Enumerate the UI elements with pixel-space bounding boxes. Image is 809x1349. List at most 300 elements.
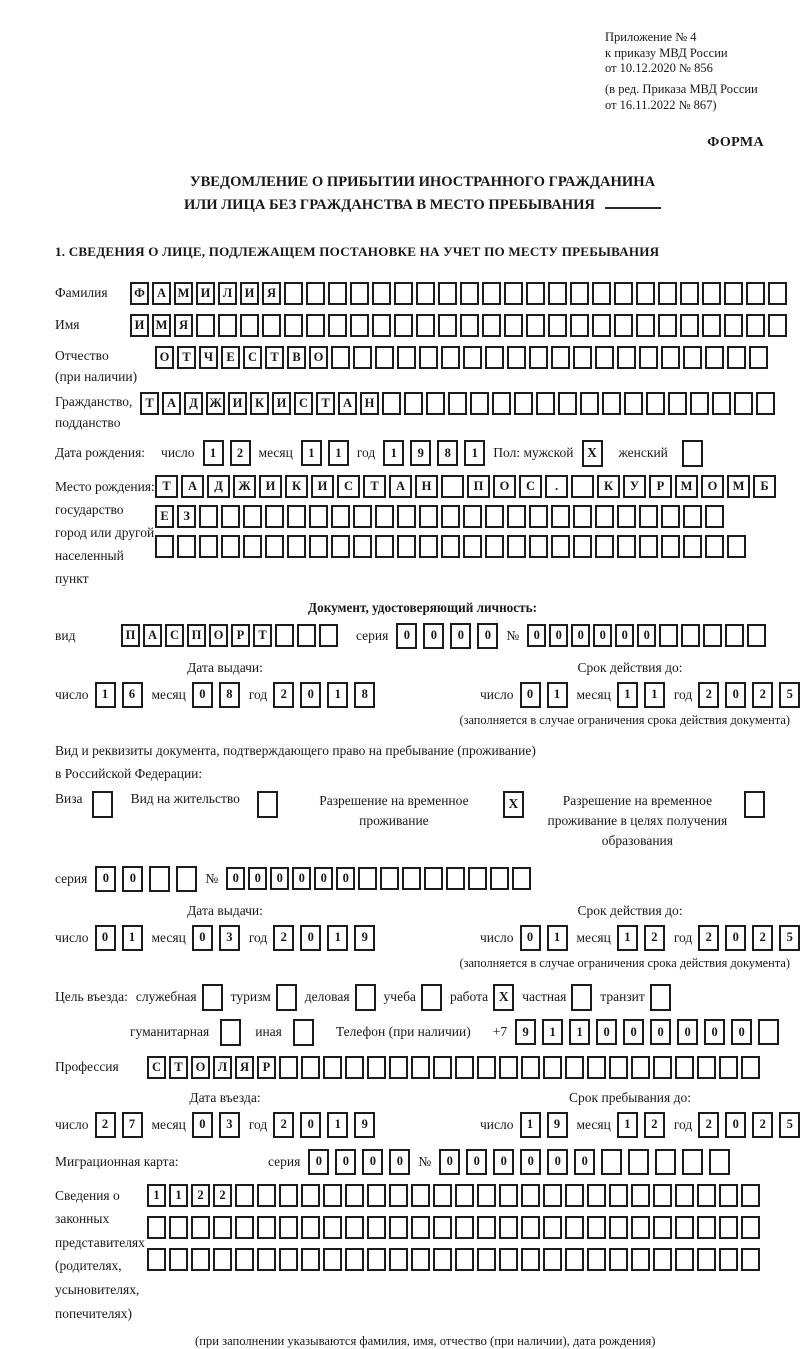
form-cell[interactable]: И — [240, 282, 259, 305]
form-cell[interactable] — [213, 1248, 232, 1271]
form-cell[interactable] — [411, 1216, 430, 1239]
form-cell[interactable] — [661, 346, 680, 369]
form-cell[interactable] — [419, 535, 438, 558]
form-cell[interactable]: 1 — [520, 1112, 541, 1138]
form-cell[interactable]: 1 — [383, 440, 404, 466]
form-cell[interactable] — [477, 1248, 496, 1271]
form-cell[interactable] — [705, 346, 724, 369]
form-cell[interactable] — [499, 1248, 518, 1271]
form-cell[interactable] — [653, 1216, 672, 1239]
form-cell[interactable]: 1 — [617, 682, 638, 708]
form-cell[interactable]: 2 — [95, 1112, 116, 1138]
form-cell[interactable] — [683, 505, 702, 528]
form-cell[interactable] — [301, 1248, 320, 1271]
form-cell[interactable]: И — [259, 475, 282, 498]
form-cell[interactable] — [681, 624, 700, 647]
form-cell[interactable]: С — [243, 346, 262, 369]
form-cell[interactable] — [734, 392, 753, 415]
form-cell[interactable]: 9 — [354, 925, 375, 951]
form-cell[interactable] — [624, 392, 643, 415]
form-cell[interactable] — [297, 624, 316, 647]
form-cell[interactable]: 8 — [437, 440, 458, 466]
form-cell[interactable] — [746, 282, 765, 305]
form-cell[interactable]: У — [623, 475, 646, 498]
form-cell[interactable]: А — [143, 624, 162, 647]
form-cell[interactable] — [601, 1149, 622, 1175]
form-cell[interactable]: . — [545, 475, 568, 498]
form-cell[interactable]: М — [174, 282, 193, 305]
form-cell[interactable] — [426, 392, 445, 415]
form-cell[interactable] — [196, 314, 215, 337]
form-cell[interactable]: 5 — [779, 1112, 800, 1138]
form-cell[interactable]: 0 — [593, 624, 612, 647]
form-cell[interactable] — [490, 867, 509, 890]
form-cell[interactable] — [724, 282, 743, 305]
form-cell[interactable] — [565, 1056, 584, 1079]
form-cell[interactable] — [587, 1216, 606, 1239]
form-cell[interactable] — [176, 866, 197, 892]
temp-permit-checkbox[interactable]: X — [503, 791, 524, 818]
form-cell[interactable] — [448, 392, 467, 415]
form-cell[interactable] — [507, 505, 526, 528]
form-cell[interactable]: Р — [257, 1056, 276, 1079]
form-cell[interactable]: С — [165, 624, 184, 647]
form-cell[interactable] — [306, 314, 325, 337]
form-cell[interactable] — [265, 535, 284, 558]
form-cell[interactable] — [595, 535, 614, 558]
form-cell[interactable]: П — [467, 475, 490, 498]
form-cell[interactable] — [573, 346, 592, 369]
form-cell[interactable] — [705, 535, 724, 558]
form-cell[interactable]: 1 — [617, 1112, 638, 1138]
form-cell[interactable]: Д — [184, 392, 203, 415]
form-cell[interactable]: 1 — [169, 1184, 188, 1207]
form-cell[interactable]: 0 — [122, 866, 143, 892]
form-cell[interactable]: К — [250, 392, 269, 415]
form-cell[interactable] — [690, 392, 709, 415]
form-cell[interactable] — [609, 1216, 628, 1239]
form-cell[interactable] — [199, 535, 218, 558]
form-cell[interactable] — [529, 346, 548, 369]
form-cell[interactable]: Д — [207, 475, 230, 498]
form-cell[interactable] — [477, 1056, 496, 1079]
form-cell[interactable] — [419, 505, 438, 528]
form-cell[interactable] — [353, 535, 372, 558]
form-cell[interactable] — [683, 346, 702, 369]
form-cell[interactable]: 0 — [192, 925, 213, 951]
purpose-humanitarian-checkbox[interactable] — [220, 1019, 241, 1046]
form-cell[interactable] — [463, 535, 482, 558]
form-cell[interactable]: 1 — [617, 925, 638, 951]
form-cell[interactable] — [719, 1056, 738, 1079]
form-cell[interactable]: 0 — [389, 1149, 410, 1175]
form-cell[interactable] — [411, 1248, 430, 1271]
form-cell[interactable] — [375, 346, 394, 369]
form-cell[interactable] — [375, 535, 394, 558]
form-cell[interactable] — [389, 1184, 408, 1207]
form-cell[interactable] — [345, 1248, 364, 1271]
form-cell[interactable]: 9 — [354, 1112, 375, 1138]
form-cell[interactable] — [526, 314, 545, 337]
form-cell[interactable] — [411, 1184, 430, 1207]
form-cell[interactable] — [719, 1216, 738, 1239]
form-cell[interactable] — [433, 1056, 452, 1079]
form-cell[interactable] — [617, 535, 636, 558]
form-cell[interactable] — [628, 1149, 649, 1175]
form-cell[interactable] — [680, 282, 699, 305]
form-cell[interactable] — [703, 624, 722, 647]
form-cell[interactable]: 0 — [571, 624, 590, 647]
form-cell[interactable] — [543, 1056, 562, 1079]
form-cell[interactable] — [477, 1184, 496, 1207]
form-cell[interactable] — [319, 624, 338, 647]
form-cell[interactable] — [485, 535, 504, 558]
form-cell[interactable] — [658, 314, 677, 337]
form-cell[interactable] — [191, 1248, 210, 1271]
form-cell[interactable] — [372, 282, 391, 305]
form-cell[interactable] — [397, 505, 416, 528]
purpose-tourism-checkbox[interactable] — [276, 984, 297, 1011]
form-cell[interactable] — [463, 505, 482, 528]
form-cell[interactable]: 2 — [698, 1112, 719, 1138]
form-cell[interactable] — [257, 1248, 276, 1271]
form-cell[interactable]: Б — [753, 475, 776, 498]
form-cell[interactable] — [675, 1216, 694, 1239]
form-cell[interactable]: Ж — [233, 475, 256, 498]
form-cell[interactable] — [507, 535, 526, 558]
purpose-private-checkbox[interactable] — [571, 984, 592, 1011]
sex-female-checkbox[interactable] — [682, 440, 703, 467]
form-cell[interactable]: Н — [360, 392, 379, 415]
form-cell[interactable] — [394, 314, 413, 337]
form-cell[interactable]: 8 — [219, 682, 240, 708]
form-cell[interactable] — [682, 1149, 703, 1175]
form-cell[interactable]: 0 — [637, 624, 656, 647]
form-cell[interactable] — [592, 282, 611, 305]
form-cell[interactable] — [749, 346, 768, 369]
form-cell[interactable]: 1 — [203, 440, 224, 466]
form-cell[interactable] — [592, 314, 611, 337]
form-cell[interactable] — [702, 282, 721, 305]
form-cell[interactable]: О — [701, 475, 724, 498]
form-cell[interactable] — [482, 314, 501, 337]
form-cell[interactable] — [389, 1056, 408, 1079]
form-cell[interactable] — [287, 535, 306, 558]
form-cell[interactable]: Л — [213, 1056, 232, 1079]
form-cell[interactable]: 1 — [147, 1184, 166, 1207]
form-cell[interactable] — [221, 535, 240, 558]
residence-permit-checkbox[interactable] — [257, 791, 278, 818]
form-cell[interactable] — [636, 314, 655, 337]
form-cell[interactable] — [199, 505, 218, 528]
form-cell[interactable] — [609, 1248, 628, 1271]
form-cell[interactable]: О — [191, 1056, 210, 1079]
form-cell[interactable] — [587, 1248, 606, 1271]
form-cell[interactable]: О — [493, 475, 516, 498]
form-cell[interactable]: 0 — [192, 1112, 213, 1138]
form-cell[interactable] — [424, 867, 443, 890]
form-cell[interactable] — [345, 1216, 364, 1239]
form-cell[interactable]: С — [147, 1056, 166, 1079]
form-cell[interactable] — [504, 314, 523, 337]
form-cell[interactable]: 0 — [615, 624, 634, 647]
form-cell[interactable]: 0 — [725, 1112, 746, 1138]
form-cell[interactable]: Я — [235, 1056, 254, 1079]
form-cell[interactable] — [485, 346, 504, 369]
form-cell[interactable] — [551, 346, 570, 369]
form-cell[interactable]: Ч — [199, 346, 218, 369]
form-cell[interactable]: 1 — [547, 682, 568, 708]
form-cell[interactable] — [375, 505, 394, 528]
form-cell[interactable] — [323, 1248, 342, 1271]
form-cell[interactable]: О — [309, 346, 328, 369]
form-cell[interactable]: 9 — [547, 1112, 568, 1138]
form-cell[interactable] — [147, 1216, 166, 1239]
form-cell[interactable]: Е — [155, 505, 174, 528]
form-cell[interactable] — [389, 1248, 408, 1271]
form-cell[interactable]: 9 — [410, 440, 431, 466]
form-cell[interactable] — [741, 1056, 760, 1079]
form-cell[interactable] — [675, 1056, 694, 1079]
edu-permit-checkbox[interactable] — [744, 791, 765, 818]
form-cell[interactable]: 0 — [520, 925, 541, 951]
form-cell[interactable]: 0 — [650, 1019, 671, 1045]
form-cell[interactable] — [768, 282, 787, 305]
form-cell[interactable] — [653, 1248, 672, 1271]
form-cell[interactable]: 0 — [725, 682, 746, 708]
form-cell[interactable] — [514, 392, 533, 415]
form-cell[interactable]: Ж — [206, 392, 225, 415]
form-cell[interactable] — [262, 314, 281, 337]
form-cell[interactable] — [155, 535, 174, 558]
form-cell[interactable] — [419, 346, 438, 369]
form-cell[interactable]: 3 — [219, 925, 240, 951]
form-cell[interactable]: 1 — [644, 682, 665, 708]
form-cell[interactable] — [595, 346, 614, 369]
form-cell[interactable] — [279, 1184, 298, 1207]
form-cell[interactable]: 2 — [644, 925, 665, 951]
form-cell[interactable] — [521, 1216, 540, 1239]
form-cell[interactable]: П — [121, 624, 140, 647]
form-cell[interactable]: 0 — [396, 623, 417, 649]
form-cell[interactable]: 1 — [95, 682, 116, 708]
form-cell[interactable]: Т — [363, 475, 386, 498]
form-cell[interactable] — [455, 1216, 474, 1239]
form-cell[interactable]: 0 — [308, 1149, 329, 1175]
form-cell[interactable]: 0 — [677, 1019, 698, 1045]
form-cell[interactable] — [284, 282, 303, 305]
form-cell[interactable] — [309, 535, 328, 558]
form-cell[interactable] — [565, 1184, 584, 1207]
form-cell[interactable]: 2 — [273, 925, 294, 951]
form-cell[interactable]: Я — [174, 314, 193, 337]
form-cell[interactable] — [345, 1184, 364, 1207]
form-cell[interactable]: С — [337, 475, 360, 498]
form-cell[interactable]: 0 — [527, 624, 546, 647]
form-cell[interactable] — [558, 392, 577, 415]
form-cell[interactable]: 0 — [300, 925, 321, 951]
form-cell[interactable] — [438, 282, 457, 305]
form-cell[interactable]: 0 — [362, 1149, 383, 1175]
form-cell[interactable] — [507, 346, 526, 369]
form-cell[interactable] — [609, 1184, 628, 1207]
form-cell[interactable] — [697, 1216, 716, 1239]
form-cell[interactable]: 0 — [95, 925, 116, 951]
purpose-other-checkbox[interactable] — [293, 1019, 314, 1046]
form-cell[interactable] — [382, 392, 401, 415]
form-cell[interactable] — [235, 1216, 254, 1239]
form-cell[interactable]: 0 — [300, 682, 321, 708]
form-cell[interactable] — [306, 282, 325, 305]
form-cell[interactable] — [741, 1216, 760, 1239]
form-cell[interactable]: 3 — [219, 1112, 240, 1138]
form-cell[interactable] — [768, 314, 787, 337]
form-cell[interactable]: 0 — [423, 623, 444, 649]
form-cell[interactable] — [441, 505, 460, 528]
form-cell[interactable] — [697, 1056, 716, 1079]
form-cell[interactable] — [353, 346, 372, 369]
form-cell[interactable] — [658, 282, 677, 305]
form-cell[interactable] — [639, 346, 658, 369]
form-cell[interactable]: Т — [140, 392, 159, 415]
form-cell[interactable] — [492, 392, 511, 415]
form-cell[interactable]: 1 — [542, 1019, 563, 1045]
purpose-business-checkbox[interactable] — [355, 984, 376, 1011]
form-cell[interactable]: Л — [218, 282, 237, 305]
form-cell[interactable] — [287, 505, 306, 528]
form-cell[interactable] — [301, 1056, 320, 1079]
form-cell[interactable]: Н — [415, 475, 438, 498]
form-cell[interactable]: С — [294, 392, 313, 415]
form-cell[interactable] — [358, 867, 377, 890]
form-cell[interactable]: 0 — [574, 1149, 595, 1175]
form-cell[interactable] — [631, 1056, 650, 1079]
form-cell[interactable] — [631, 1216, 650, 1239]
form-cell[interactable] — [719, 1184, 738, 1207]
form-cell[interactable] — [712, 392, 731, 415]
form-cell[interactable]: 0 — [300, 1112, 321, 1138]
form-cell[interactable]: 0 — [314, 867, 333, 890]
form-cell[interactable] — [697, 1184, 716, 1207]
form-cell[interactable]: 5 — [779, 925, 800, 951]
form-cell[interactable] — [543, 1216, 562, 1239]
form-cell[interactable] — [529, 505, 548, 528]
form-cell[interactable] — [455, 1184, 474, 1207]
form-cell[interactable] — [404, 392, 423, 415]
form-cell[interactable] — [741, 1248, 760, 1271]
form-cell[interactable] — [402, 867, 421, 890]
form-cell[interactable] — [653, 1056, 672, 1079]
form-cell[interactable] — [367, 1184, 386, 1207]
form-cell[interactable]: 2 — [752, 682, 773, 708]
form-cell[interactable] — [719, 1248, 738, 1271]
form-cell[interactable]: Я — [262, 282, 281, 305]
form-cell[interactable]: 0 — [226, 867, 245, 890]
form-cell[interactable] — [323, 1056, 342, 1079]
form-cell[interactable]: 2 — [273, 682, 294, 708]
form-cell[interactable] — [345, 1056, 364, 1079]
form-cell[interactable] — [279, 1248, 298, 1271]
form-cell[interactable] — [543, 1184, 562, 1207]
form-cell[interactable] — [485, 505, 504, 528]
form-cell[interactable]: И — [196, 282, 215, 305]
form-cell[interactable] — [301, 1216, 320, 1239]
form-cell[interactable] — [614, 314, 633, 337]
form-cell[interactable]: И — [272, 392, 291, 415]
form-cell[interactable]: Е — [221, 346, 240, 369]
form-cell[interactable]: И — [130, 314, 149, 337]
form-cell[interactable]: Ф — [130, 282, 149, 305]
purpose-transit-checkbox[interactable] — [650, 984, 671, 1011]
form-cell[interactable] — [433, 1248, 452, 1271]
form-cell[interactable] — [372, 314, 391, 337]
form-cell[interactable]: Т — [316, 392, 335, 415]
form-cell[interactable] — [653, 1184, 672, 1207]
form-cell[interactable] — [570, 282, 589, 305]
form-cell[interactable]: 1 — [327, 925, 348, 951]
form-cell[interactable]: И — [311, 475, 334, 498]
form-cell[interactable]: 1 — [569, 1019, 590, 1045]
form-cell[interactable] — [705, 505, 724, 528]
form-cell[interactable] — [301, 1184, 320, 1207]
form-cell[interactable]: Т — [169, 1056, 188, 1079]
form-cell[interactable] — [411, 1056, 430, 1079]
form-cell[interactable]: 0 — [731, 1019, 752, 1045]
form-cell[interactable] — [441, 475, 464, 498]
form-cell[interactable] — [433, 1184, 452, 1207]
form-cell[interactable] — [646, 392, 665, 415]
form-cell[interactable] — [617, 346, 636, 369]
form-cell[interactable]: 1 — [328, 440, 349, 466]
form-cell[interactable]: А — [181, 475, 204, 498]
form-cell[interactable]: 0 — [725, 925, 746, 951]
form-cell[interactable] — [446, 867, 465, 890]
form-cell[interactable] — [536, 392, 555, 415]
form-cell[interactable] — [257, 1216, 276, 1239]
form-cell[interactable] — [416, 282, 435, 305]
form-cell[interactable]: 0 — [292, 867, 311, 890]
form-cell[interactable]: 0 — [704, 1019, 725, 1045]
form-cell[interactable] — [221, 505, 240, 528]
form-cell[interactable]: М — [152, 314, 171, 337]
form-cell[interactable]: О — [155, 346, 174, 369]
form-cell[interactable]: 2 — [273, 1112, 294, 1138]
form-cell[interactable] — [438, 314, 457, 337]
form-cell[interactable] — [441, 535, 460, 558]
form-cell[interactable] — [614, 282, 633, 305]
form-cell[interactable] — [680, 314, 699, 337]
form-cell[interactable]: 0 — [623, 1019, 644, 1045]
form-cell[interactable] — [756, 392, 775, 415]
form-cell[interactable]: 1 — [301, 440, 322, 466]
form-cell[interactable]: 1 — [464, 440, 485, 466]
form-cell[interactable] — [602, 392, 621, 415]
form-cell[interactable]: 0 — [192, 682, 213, 708]
form-cell[interactable] — [389, 1216, 408, 1239]
form-cell[interactable] — [758, 1019, 779, 1045]
form-cell[interactable] — [331, 346, 350, 369]
form-cell[interactable]: 0 — [547, 1149, 568, 1175]
form-cell[interactable]: Т — [177, 346, 196, 369]
form-cell[interactable]: М — [675, 475, 698, 498]
form-cell[interactable] — [702, 314, 721, 337]
form-cell[interactable] — [551, 535, 570, 558]
form-cell[interactable] — [587, 1056, 606, 1079]
form-cell[interactable]: 0 — [450, 623, 471, 649]
form-cell[interactable] — [147, 1248, 166, 1271]
form-cell[interactable] — [565, 1216, 584, 1239]
form-cell[interactable]: 1 — [547, 925, 568, 951]
